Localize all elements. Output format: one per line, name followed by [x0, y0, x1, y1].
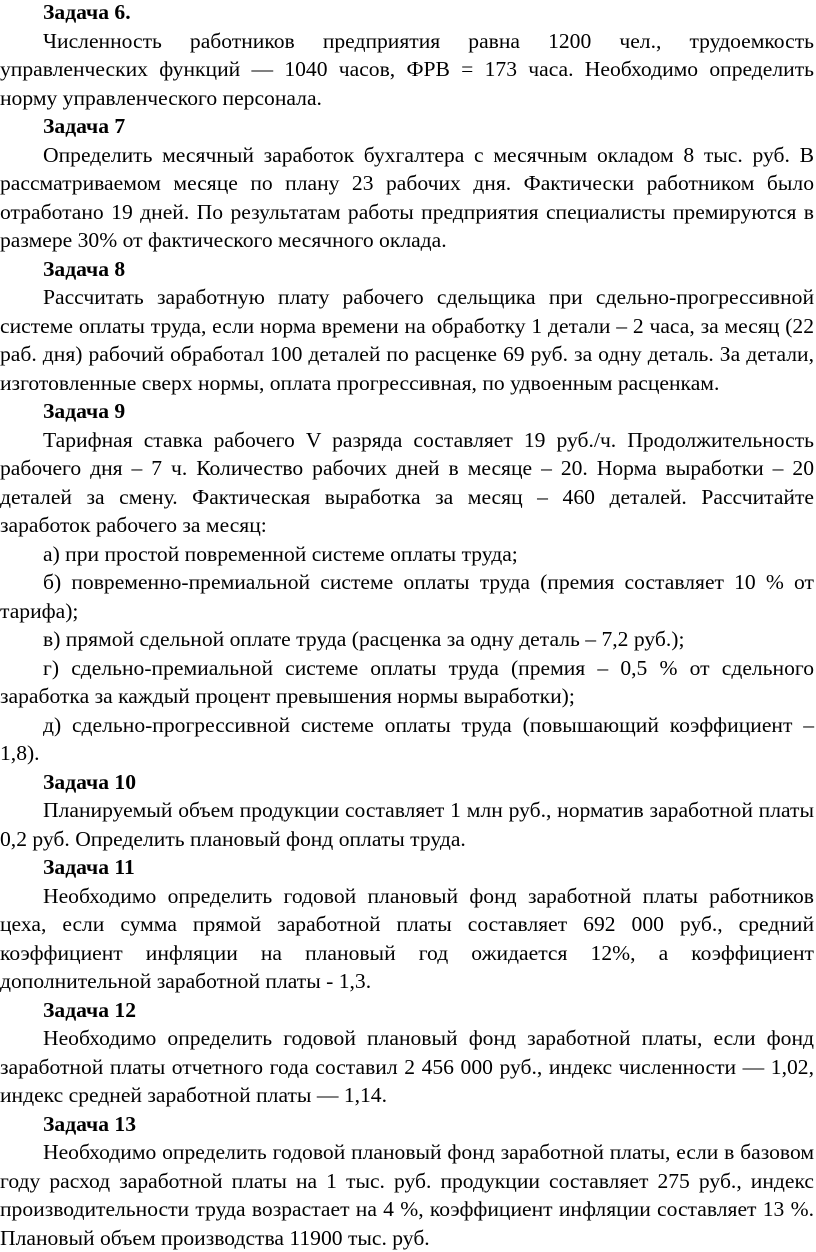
task-title: Задача 13 — [0, 1110, 814, 1139]
task-10 — [0, 768, 814, 854]
task-title: Задача 6. — [0, 0, 814, 27]
list-item: в) прямой сдельной оплате труда (расценка за одну деталь – 7,2 руб.); — [0, 625, 814, 654]
task-12 — [0, 996, 814, 1110]
task-6 — [0, 0, 814, 112]
task-text: Тарифная ставка рабочего V разряда составляет 19 руб./ч. Продолжительность рабочего дня – 7 ч. Количество рабочих дней в месяце – 20. Норма выработки – 20 деталей за смену. Фактическая выработка за месяц – 460 деталей. Рассчитайте заработок рабочего за месяц: — [0, 426, 814, 540]
task-title: Задача 7 — [0, 112, 814, 141]
task-title: Задача 11 — [0, 853, 814, 882]
list-item: б) повременно-премиальной системе оплаты труда (премия составляет 10 % от тарифа); — [0, 568, 814, 625]
task-13 — [0, 1110, 814, 1252]
task-text: Планируемый объем продукции составляет 1 млн руб., норматив заработной платы 0,2 руб. Определить плановый фонд оплаты труда. — [0, 796, 814, 853]
task-9 — [0, 397, 814, 768]
task-text: Рассчитать заработную плату рабочего сдельщика при сдельно-прогрессивной системе оплаты труда, если норма времени на обработку 1 детали – 2 часа, за месяц (22 раб. дня) рабочий обработал 100 деталей по расценке 69 руб. за одну деталь. За детали, изготовленные сверх нормы, оплата прогрессивная, по удвоенным расценкам. — [0, 283, 814, 397]
list-item: д) сдельно-прогрессивной системе оплаты труда (повышающий коэффициент – 1,8). — [0, 711, 814, 768]
task-7 — [0, 112, 814, 255]
task-text: Необходимо определить годовой плановый фонд заработной платы, если в базовом году расход заработной платы на 1 тыс. руб. продукции составляет 275 руб., индекс производительности труда возрастает на 4 %, коэффициент инфляции составляет 13 %. Плановый объем производства 11900 тыс. руб. — [0, 1138, 814, 1252]
task-text: Определить месячный заработок бухгалтера с месячным окладом 8 тыс. руб. В рассматриваемом месяце по плану 23 рабочих дня. Фактически работником было отработано 19 дней. По результатам работы предприятия специалисты премируются в размере 30% от фактического месячного оклада. — [0, 141, 814, 255]
list-item: г) сдельно-премиальной системе оплаты труда (премия – 0,5 % от сдельного заработка за каждый процент превышения нормы выработки); — [0, 654, 814, 711]
task-text: Численность работников предприятия равна 1200 чел., трудоемкость управленческих функций — 1040 часов, ФРВ = 173 часа. Необходимо определить норму управленческого персонала. — [0, 27, 814, 113]
task-8 — [0, 255, 814, 398]
list-item: а) при простой повременной системе оплаты труда; — [0, 540, 814, 569]
task-title: Задача 12 — [0, 996, 814, 1025]
task-title: Задача 9 — [0, 397, 814, 426]
task-title: Задача 8 — [0, 255, 814, 284]
task-title: Задача 10 — [0, 768, 814, 797]
task-text: Необходимо определить годовой плановый фонд заработной платы работников цеха, если сумма прямой заработной платы составляет 692 000 руб., средний коэффициент инфляции на плановый год ожидается 12%, а коэффициент дополнительной заработной платы - 1,3. — [0, 882, 814, 996]
task-text: Необходимо определить годовой плановый фонд заработной платы, если фонд заработной платы отчетного года составил 2 456 000 руб., индекс численности — 1,02, индекс средней заработной платы — 1,14. — [0, 1024, 814, 1110]
task-11 — [0, 853, 814, 996]
